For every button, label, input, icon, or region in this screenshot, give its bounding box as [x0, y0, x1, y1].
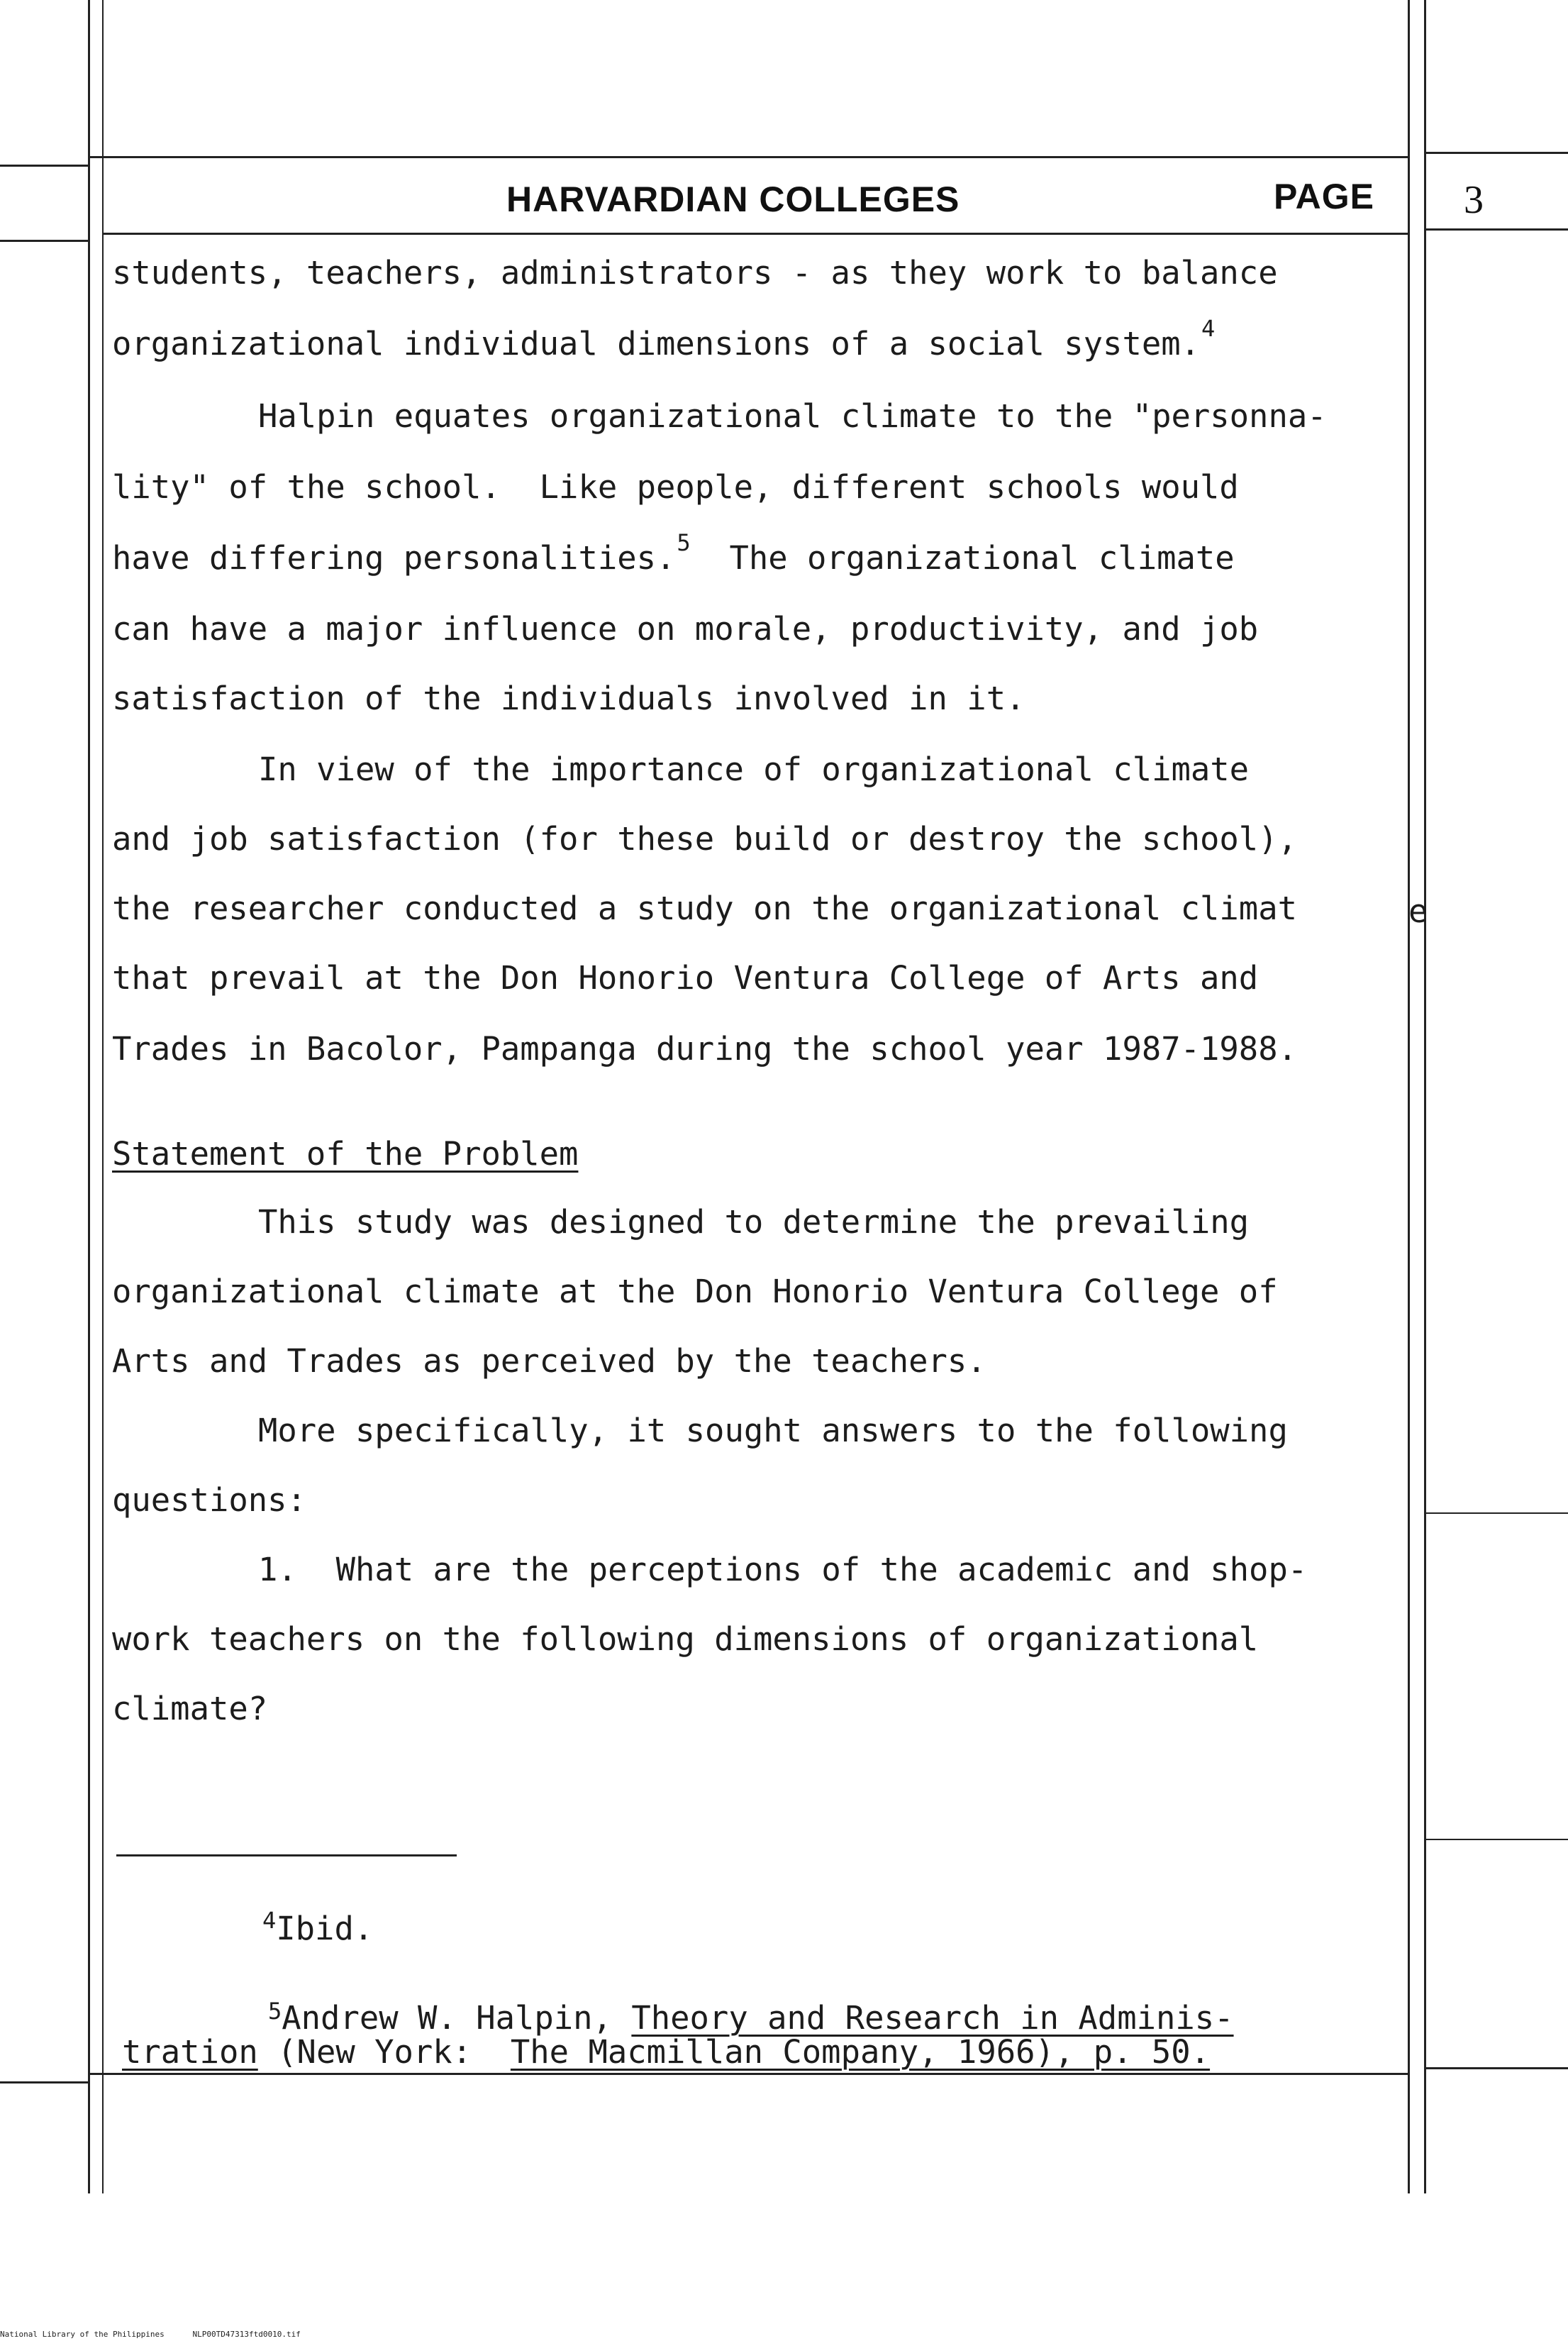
body-line: Arts and Trades as perceived by the teachers.	[112, 1342, 986, 1380]
footnote-mark-5: 5	[268, 1998, 282, 2025]
body-line: questions:	[112, 1481, 306, 1519]
body-line: and job satisfaction (for these build or destroy the school),	[112, 820, 1297, 858]
list-item: 1. What are the perceptions of the academic and shop-	[258, 1551, 1308, 1588]
page-number: 3	[1464, 178, 1484, 222]
body-line: Trades in Bacolor, Pampanga during the school year 1987-1988.	[112, 1030, 1297, 1068]
body-line: lity" of the school. Like people, different schools would	[112, 468, 1239, 506]
right-side-mark-2	[1424, 1839, 1568, 1840]
footnote-4: $^4$Ibid.	[262, 1907, 374, 1947]
bottom-rule-left	[0, 2081, 88, 2083]
header-rule	[102, 233, 1410, 235]
scan-credit: National Library of the Philippines NLP00TD47313ftd0010.tif	[0, 2330, 301, 2339]
body-line: students, teachers, administrators - as they work to balance	[112, 254, 1278, 292]
body-line: have differing personalities.$^5$ The organizational climate	[112, 529, 1235, 577]
footnote-5: $^5$Andrew W. Halpin, Theory and Research in Adminis-	[268, 1998, 1234, 2037]
body-line: can have a major influence on morale, productivity, and job	[112, 610, 1259, 648]
footnote-separator	[116, 1854, 457, 1856]
right-margin-line	[1408, 0, 1410, 2193]
top-rule-left	[0, 165, 88, 167]
page-label: PAGE	[1274, 177, 1374, 216]
left-margin-line	[88, 0, 90, 2193]
body-line: that prevail at the Don Honorio Ventura College of Arts and	[112, 959, 1259, 997]
body-line: climate?	[112, 1690, 268, 1727]
top-rule	[88, 156, 1410, 158]
bottom-rule	[88, 2073, 1410, 2075]
bottom-rule-right	[1424, 2067, 1568, 2069]
footnote-ref-5: 5	[677, 529, 691, 556]
paragraph-first-line: Halpin equates organizational climate to the "personna-	[258, 397, 1327, 435]
footnote-5-cont: tration (New York: The Macmillan Company, 1966), p. 50.	[122, 2033, 1211, 2071]
footnote-mark-4: 4	[262, 1907, 277, 1934]
right-margin-line-inner	[1424, 0, 1426, 2193]
paragraph-first-line: In view of the importance of organizational climate	[258, 751, 1250, 788]
body-line: work teachers on the following dimensions of organizational	[112, 1620, 1259, 1658]
left-margin-line-inner	[102, 0, 104, 2193]
body-line: organizational individual dimensions of a social system.$^4$	[112, 315, 1216, 363]
body-line: organizational climate at the Don Honorio Ventura College of	[112, 1273, 1278, 1310]
header-rule-right	[1424, 228, 1568, 231]
paragraph-first-line: This study was designed to determine the prevailing	[258, 1203, 1250, 1241]
section-heading: Statement of the Problem	[112, 1135, 579, 1173]
header-rule-left	[0, 240, 88, 242]
body-line: the researcher conducted a study on the organizational climat	[112, 890, 1297, 927]
right-side-mark-1	[1424, 1512, 1568, 1514]
top-rule-right	[1424, 152, 1568, 154]
paragraph-first-line: More specifically, it sought answers to the following	[258, 1412, 1288, 1449]
overflow-letter: e	[1408, 892, 1428, 930]
footnote-ref-4: 4	[1201, 315, 1216, 342]
body-line: satisfaction of the individuals involved in it.	[112, 680, 1025, 717]
school-name-heading: HARVARDIAN COLLEGES	[506, 179, 960, 219]
